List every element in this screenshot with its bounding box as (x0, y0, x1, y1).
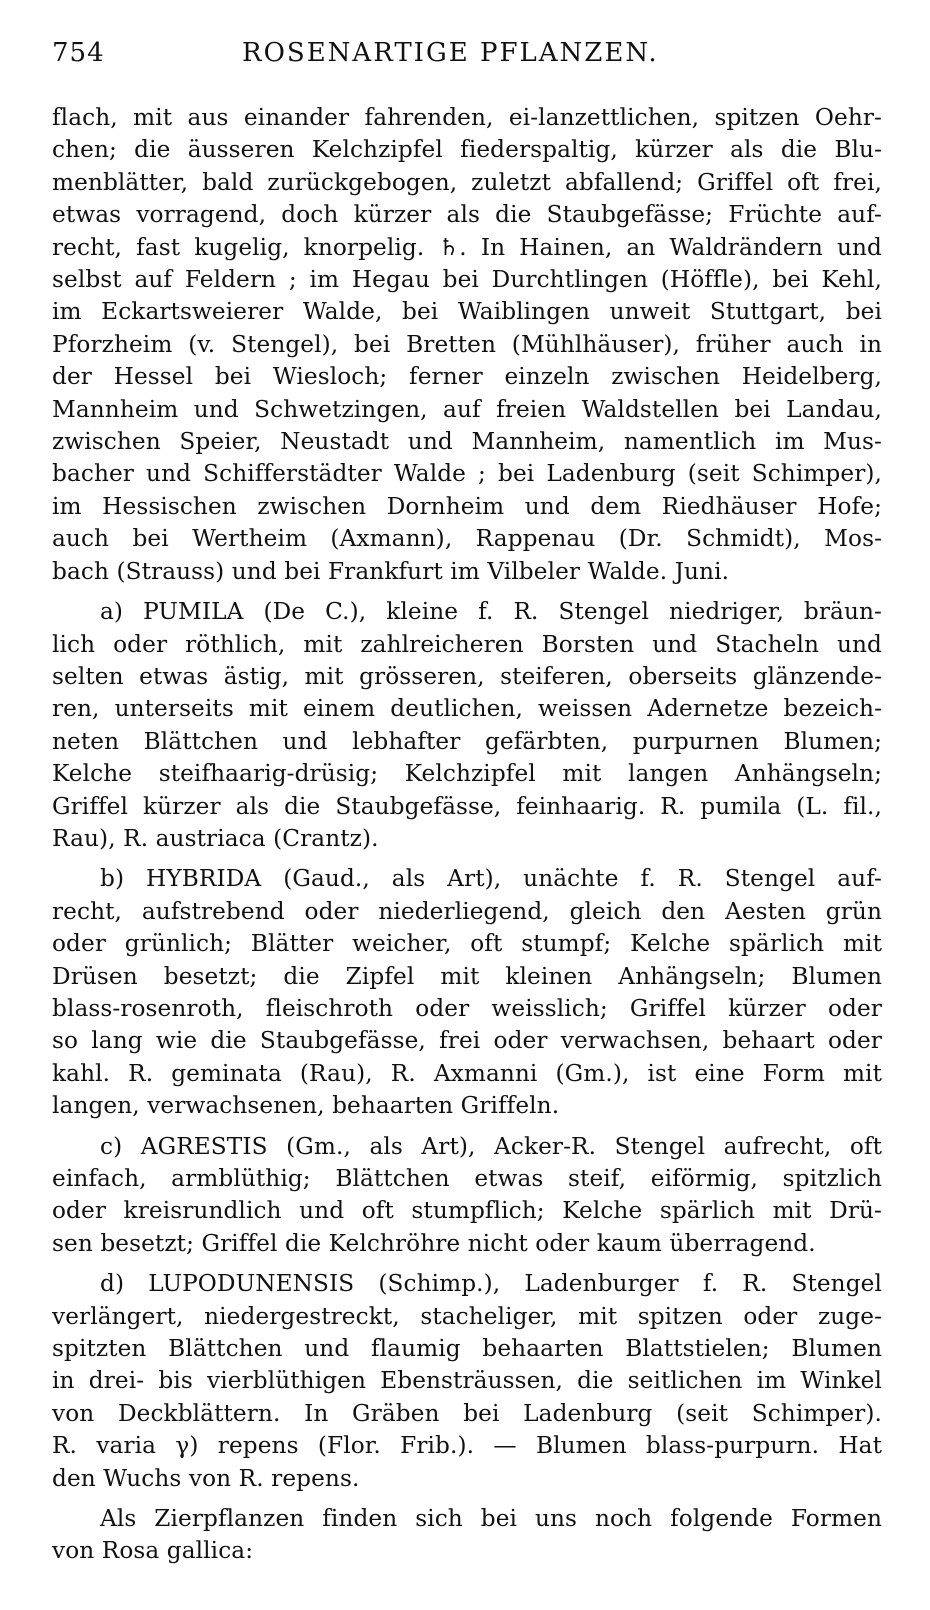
text-line: verlängert, niedergestreckt, stacheliger, mit spitzen oder zuge- (52, 1302, 882, 1330)
paragraph-description (52, 102, 882, 588)
body-text (52, 102, 882, 1568)
paragraph-variety-hybrida (52, 863, 882, 1122)
text-line: blass-rosenroth, fleischroth oder weisslich; Griffel kürzer oder (52, 994, 882, 1022)
text-line: Als Zierpflanzen finden sich bei uns noch folgende Formen (100, 1505, 882, 1533)
text-line: selten etwas ästig, mit grösseren, steiferen, oberseits glänzende- (52, 662, 882, 690)
text-line: Kelche steifhaarig-drüsig; Kelchzipfel mit langen Anhängseln; (52, 760, 882, 788)
text-line: bach (Strauss) und bei Frankfurt im Vilbeler Walde. Juni. (52, 557, 730, 585)
text-line: lich oder röthlich, mit zahlreicheren Borsten und Stacheln und (52, 630, 882, 658)
text-line: oder grünlich; Blätter weicher, oft stumpf; Kelche spärlich mit (52, 930, 882, 958)
text-line: neten Blättchen und lebhafter gefärbten, purpurnen Blumen; (52, 727, 882, 755)
text-line: b) HYBRIDA (Gaud., als Art), unächte f. R. Stengel auf- (100, 865, 882, 893)
paragraph-variety-agrestis (52, 1131, 882, 1261)
text-line: zwischen Speier, Neustadt und Mannheim, namentlich im Mus- (52, 428, 882, 456)
text-line: flach, mit aus einander fahrenden, ei-lanzettlichen, spitzen Oehr- (52, 104, 882, 131)
text-line: der Hessel bei Wiesloch; ferner einzeln zwischen Heidelberg, (52, 363, 882, 391)
text-line: langen, verwachsenen, behaarten Griffeln. (52, 1092, 560, 1120)
text-line: c) AGRESTIS (Gm., als Art), Acker-R. Stengel aufrecht, oft (100, 1132, 882, 1160)
text-line: chen; die äusseren Kelchzipfel fiederspaltig, kürzer als die Blu- (52, 136, 882, 164)
page-header (52, 38, 882, 82)
text-line: von Deckblättern. In Gräben bei Ladenburg (seit Schimper). (52, 1399, 882, 1427)
text-line: a) PUMILA (De C.), kleine f. R. Stengel niedriger, bräun- (100, 598, 882, 626)
text-line: Drüsen besetzt; die Zipfel mit kleinen Anhängseln; Blumen (52, 962, 882, 990)
text-line: sen besetzt; Griffel die Kelchröhre nicht oder kaum überragend. (52, 1229, 816, 1257)
text-line: ren, unterseits mit einem deutlichen, weissen Adernetze bezeich- (52, 695, 882, 723)
text-line: kahl. R. geminata (Rau), R. Axmanni (Gm.), ist eine Form mit (52, 1059, 882, 1087)
paragraph-variety-lupodunensis (52, 1268, 882, 1495)
text-line: im Eckartsweierer Walde, bei Waiblingen unweit Stuttgart, bei (52, 298, 882, 326)
text-line: so lang wie die Staubgefässe, frei oder verwachsen, behaart oder (52, 1027, 882, 1055)
text-line: Pforzheim (v. Stengel), bei Bretten (Mühlhäuser), früher auch in (52, 330, 882, 358)
text-line: auch bei Wertheim (Axmann), Rappenau (Dr. Schmidt), Mos- (52, 525, 882, 553)
text-line: recht, fast kugelig, knorpelig. ♄. In Hainen, an Waldrändern und (52, 233, 882, 261)
text-line: bacher und Schifferstädter Walde ; bei Ladenburg (seit Schimper), (52, 460, 882, 488)
paragraph-variety-pumila (52, 596, 882, 855)
text-line: den Wuchs von R. repens. (52, 1464, 360, 1492)
text-line: Rau), R. austriaca (Crantz). (52, 824, 379, 852)
text-line: Griffel kürzer als die Staubgefässe, feinhaarig. R. pumila (L. fil., (52, 792, 882, 820)
text-line: recht, aufstrebend oder niederliegend, gleich den Aesten grün (52, 897, 882, 925)
text-line: von Rosa gallica: (52, 1537, 254, 1565)
text-line: etwas vorragend, doch kürzer als die Staubgefässe; Früchte auf- (52, 201, 882, 229)
text-line: spitzten Blättchen und flaumig behaarten Blattstielen; Blumen (52, 1335, 882, 1363)
running-title: ROSENARTIGE PFLANZEN. (242, 38, 659, 68)
text-line: menblätter, bald zurückgebogen, zuletzt abfallend; Griffel oft frei, (52, 168, 882, 196)
text-line: im Hessischen zwischen Dornheim und dem Riedhäuser Hofe; (52, 492, 882, 520)
text-line: selbst auf Feldern ; im Hegau bei Durchtlingen (Höffle), bei Kehl, (52, 266, 882, 294)
paragraph-ornamental-forms (52, 1503, 882, 1568)
text-line: oder kreisrundlich und oft stumpflich; Kelche spärlich mit Drü- (52, 1197, 882, 1225)
text-line: in drei- bis vierblüthigen Ebensträussen, die seitlichen im Winkel (52, 1367, 882, 1395)
text-line: d) LUPODUNENSIS (Schimp.), Ladenburger f. R. Stengel (100, 1270, 882, 1298)
page-number: 754 (52, 38, 105, 68)
text-line: Mannheim und Schwetzingen, auf freien Waldstellen bei Landau, (52, 395, 882, 423)
text-line: einfach, armblüthig; Blättchen etwas steif, eiförmig, spitzlich (52, 1165, 882, 1192)
text-line: R. varia γ) repens (Flor. Frib.). — Blumen blass-purpurn. Hat (52, 1432, 882, 1460)
